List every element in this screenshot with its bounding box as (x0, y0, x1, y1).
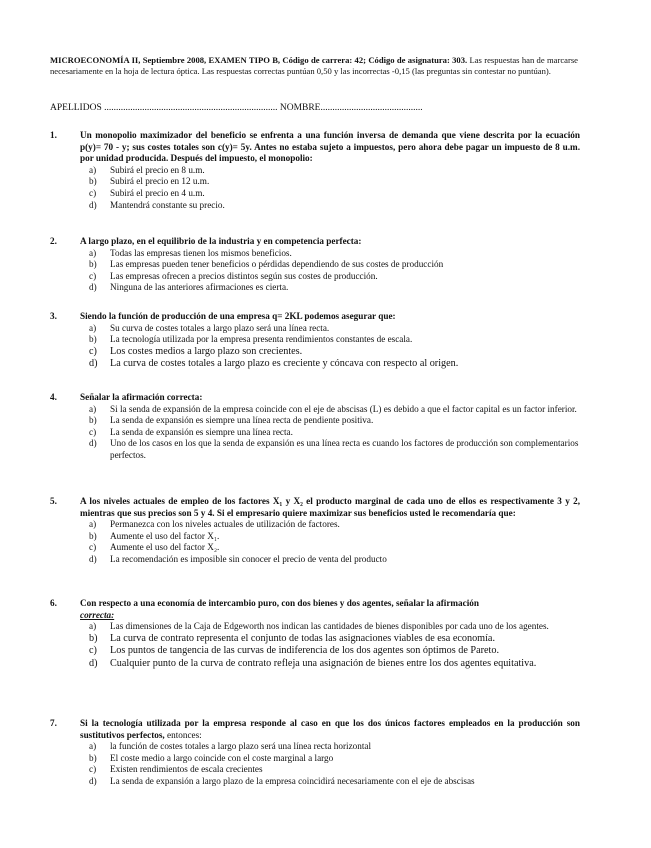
option-a: a) Si la senda de expansión de la empresa coincide con el eje de abscisas (L) es debido a que el factor capital es un factor inferior. (89, 403, 577, 414)
question-5 (50, 496, 580, 566)
question-stem: A largo plazo, en el equilibrio de la industria y en competencia perfecta: (80, 236, 362, 246)
exam-header-title: MICROECONOMÍA II, Septiembre 2008, EXAMEN TIPO B, Código de carrera: 42; Código de asignatura: 303. (50, 55, 468, 65)
question-7 (50, 718, 580, 788)
question-stem: Siendo la función de producción de una empresa q= 2KL podemos asegurar que: (80, 311, 396, 321)
option-a: a) Las dimensiones de la Caja de Edgeworth nos indican las cantidades de bienes disponibles por cada uno de los agentes. (89, 621, 549, 632)
question-number: 3. (50, 311, 57, 321)
question-6 (50, 598, 580, 671)
exam-header-instructions: Las respuestas han de marcarse necesariamente en la hoja de lectura óptica. Las respuestas correctas puntúan 0,50 y las incorrectas -0,15 (las preguntas sin contestar no puntúan). (50, 55, 578, 76)
apellidos-nombre-line: APELLIDOS ......................................................................... NOMBRE........................................... (50, 103, 423, 113)
question-number: 7. (50, 718, 57, 728)
question-number: 4. (50, 392, 57, 402)
option-d: d) La senda de expansión a largo plazo de la empresa coincidirá necesariamente con el eje de abscisas (89, 775, 475, 786)
question-number: 1. (50, 130, 57, 140)
names-line (50, 103, 578, 113)
option-a: a) Todas las empresas tienen los mismos beneficios. (89, 247, 292, 258)
option-c: c) Existen rendimientos de escala crecientes (89, 764, 263, 775)
option-c: c) Los puntos de tangencia de las curvas de indiferencia de los dos agentes son óptimos de Pareto. (89, 645, 500, 657)
question-number: 5. (50, 496, 57, 506)
question-stem: Si la tecnología utilizada por la empresa responde al caso en que los dos únicos factores empleados en la producción son sustitutivos perfectos, entonces: (80, 718, 580, 740)
option-a: a) Subirá el precio en 8 u.m. (89, 164, 205, 175)
option-b: b) La tecnología utilizada por la empresa presenta rendimientos constantes de escala. (89, 334, 413, 345)
question-3 (50, 311, 580, 371)
option-c: c) Aumente el uso del factor X₂. (89, 542, 220, 553)
question-stem: A los niveles actuales de empleo de los factores X₁ y X₂ el producto marginal de cada uno de ellos es respectivamente 3 y 2, mientras que sus precios son 5 y 4. Si el empresario quiere maximizar sus beneficios usted le recomendaría que: (80, 496, 580, 518)
option-d: d) Uno de los casos en los que la senda de expansión es una línea recta es cuando los factores de producción son complementarios perfectos. (89, 438, 579, 460)
question-stem: Señalar la afirmación correcta: (80, 392, 203, 402)
question-stem: Con respecto a una economía de intercambio puro, con dos bienes y dos agentes, señalar la afirmación correcta: (80, 598, 479, 620)
option-d: d) Ninguna de las anteriores afirmaciones es cierta. (89, 282, 289, 293)
question-2 (50, 236, 580, 294)
question-number: 2. (50, 236, 57, 246)
option-d: d) Mantendrá constante su precio. (89, 199, 225, 210)
question-1 (50, 130, 580, 211)
option-c: c) La senda de expansión es siempre una línea recta. (89, 426, 293, 437)
option-b: b) Las empresas pueden tener beneficios o pérdidas dependiendo de sus costes de producción (89, 259, 444, 270)
option-c: c) Los costes medios a largo plazo son crecientes. (89, 345, 303, 357)
option-a: a) Su curva de costes totales a largo plazo será una línea recta. (89, 322, 330, 333)
option-b: b) La senda de expansión es siempre una línea recta de pendiente positiva. (89, 415, 374, 426)
option-b: b) Subirá el precio en 12 u.m. (89, 176, 210, 187)
option-c: c) Las empresas ofrecen a precios distintos según sus costes de producción. (89, 270, 378, 281)
option-a: a) Permanezca con los niveles actuales de utilización de factores. (89, 519, 340, 530)
option-d: d) La recomendación es imposible sin conocer el precio de venta del producto (89, 553, 387, 564)
option-c: c) Subirá el precio en 4 u.m. (89, 187, 205, 198)
option-b: b) Aumente el uso del factor X₁. (89, 530, 220, 541)
exam-header (50, 55, 578, 77)
option-b: b) El coste medio a largo coincide con el coste marginal a largo (89, 752, 334, 763)
question-number: 6. (50, 598, 57, 608)
option-d: d) La curva de costes totales a largo plazo es creciente y cóncava con respecto al origen. (89, 358, 459, 370)
option-d: d) Cualquier punto de la curva de contrato refleja una asignación de bienes entre los dos agentes equitativa. (89, 657, 537, 669)
option-a: a) la función de costes totales a largo plazo será una línea recta horizontal (89, 741, 372, 752)
question-stem: Un monopolio maximizador del beneficio se enfrenta a una función inversa de demanda que viene descrita por la ecuación p(y)= 70 - y; sus costes totales son c(y)= 5y. Antes no estaba sujeto a impuestos, pero ahora debe pagar un impuesto de 8 u.m. por unidad producida. Después del impuesto, el monopolio: (80, 130, 580, 164)
question-4 (50, 392, 580, 462)
option-b: b) La curva de contrato representa el conjunto de todas las asignaciones viables de esa economía. (89, 632, 495, 644)
